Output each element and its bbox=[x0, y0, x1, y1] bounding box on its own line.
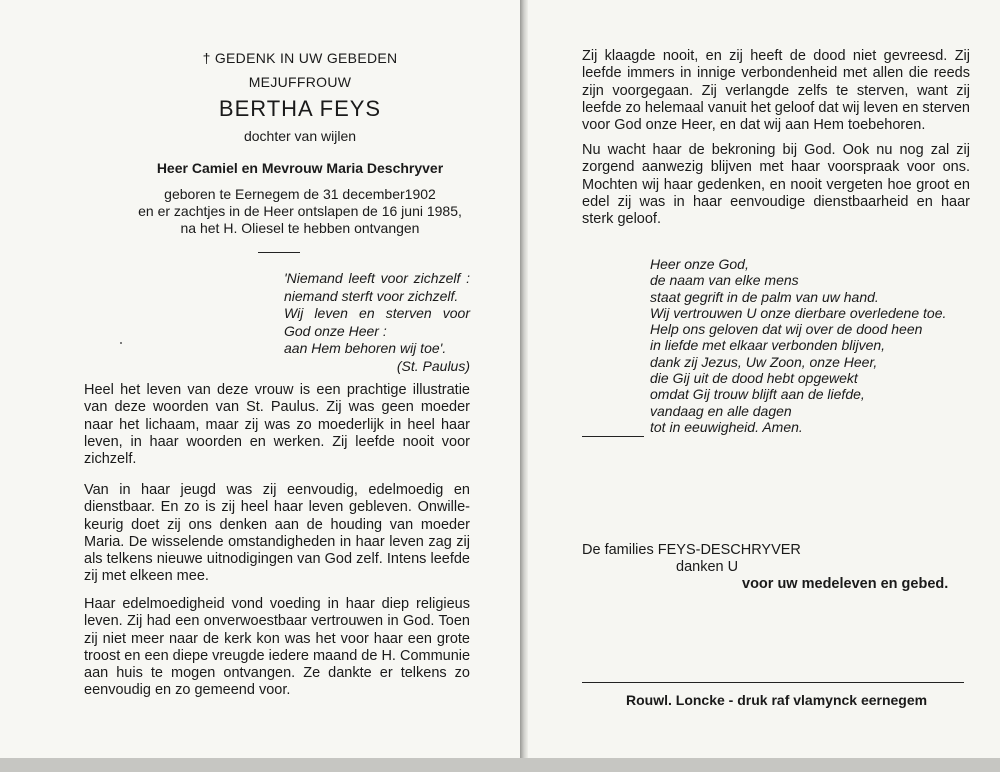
divider bbox=[582, 436, 644, 437]
paragraph-1 bbox=[84, 382, 470, 468]
text-line: Heel het leven van deze vrouw is een prachtige illustratie bbox=[84, 382, 470, 398]
prayer-line: vandaag en alle dagen bbox=[650, 402, 792, 419]
prayer-line: die Gij uit de dood hebt opgewekt bbox=[650, 370, 858, 387]
born-line: geboren te Eernegem de 31 december1902 bbox=[164, 186, 436, 202]
prayer-line: de naam van elke mens bbox=[650, 272, 799, 289]
text-line: leefde immers in innige verbondenheid met allen die reeds bbox=[582, 65, 970, 82]
text-line: Maria. De wisselende omstandigheden in haar leven zag zij bbox=[84, 533, 470, 550]
paragraph-2 bbox=[84, 482, 470, 586]
header-line: † GEDENK IN UW GEBEDEN bbox=[202, 50, 398, 66]
text-line: van deze woorden van St. Paulus. Zij was geen moeder bbox=[84, 399, 470, 416]
text-line: eenvoudig en zo gemeend voor. bbox=[84, 682, 291, 699]
divider bbox=[258, 252, 300, 253]
prayer-line: omdat Gij trouw blijft aan de liefde, bbox=[650, 386, 865, 403]
title-line: MEJUFFROUW bbox=[248, 74, 352, 90]
family-thanks-detail: voor uw medeleven en gebed. bbox=[742, 576, 949, 592]
quote-line: Wij leven en sterven voor bbox=[284, 305, 470, 321]
prayer-line: staat gegrift in de palm van uw hand. bbox=[650, 288, 879, 305]
deceased-name: BERTHA FEYS bbox=[218, 96, 382, 121]
prayer-line: dank zij Jezus, Uw Zoon, onze Heer, bbox=[650, 353, 878, 370]
prayer-line: Wij vertrouwen U onze dierbare overledene toe. bbox=[650, 304, 947, 321]
print-speck bbox=[120, 342, 122, 344]
printer-credit: Rouwl. Loncke - druk raf vlamynck eernegem bbox=[626, 692, 928, 708]
quote-source: (St. Paulus) bbox=[396, 357, 470, 374]
quote-line: aan Hem behoren wij toe'. bbox=[284, 340, 447, 356]
text-line: sterk geloof. bbox=[582, 211, 661, 228]
text-line: leefde zo helemaal vanuit het geloof dat wij leven en sterven bbox=[582, 99, 970, 116]
scan-edge bbox=[0, 758, 1000, 772]
text-line: Zij klaagde nooit, en zij heeft de dood niet gevreesd. Zij bbox=[582, 48, 970, 64]
divider bbox=[582, 682, 964, 683]
prayer-line: Help ons geloven dat wij over de dood heen bbox=[650, 321, 923, 338]
prayer-line: Heer onze God, bbox=[650, 256, 749, 272]
quote-line: 'Niemand leeft voor zichzelf : bbox=[284, 270, 470, 286]
card-fold bbox=[520, 0, 528, 772]
text-line: dienstbaar. En zo is zij heel haar leven gebleven. Onwille- bbox=[84, 499, 470, 516]
quote-line: niemand sterft voor zichzelf. bbox=[284, 287, 459, 304]
parents-line: Heer Camiel en Mevrouw Maria Deschryver bbox=[156, 160, 444, 176]
text-line: Van in haar jeugd was zij eenvoudig, edelmoedig en bbox=[84, 482, 470, 498]
paragraph-3 bbox=[84, 596, 470, 700]
died-line: en er zachtjes in de Heer ontslapen de 16 juni 1985, bbox=[138, 203, 462, 219]
right-paragraph-2 bbox=[582, 142, 970, 228]
right-paragraph-1 bbox=[582, 48, 970, 134]
family-thanks: danken U bbox=[676, 559, 739, 575]
text-line: edel zij was in haar eenvoudige dienstbaarheid en haar bbox=[582, 193, 970, 210]
quote-line: God onze Heer : bbox=[284, 322, 387, 339]
text-line: zij met elkeen mee. bbox=[84, 568, 209, 585]
prayer bbox=[650, 256, 980, 435]
text-line: zichzelf. bbox=[84, 451, 137, 468]
sacrament-line: na het H. Oliesel te hebben ontvangen bbox=[180, 220, 420, 236]
family-line: De families FEYS-DESCHRYVER bbox=[582, 542, 801, 558]
prayer-line: in liefde met elkaar verbonden blijven, bbox=[650, 337, 886, 354]
text-line: Nu wacht haar de bekroning bij God. Ook nu nog zal zij bbox=[582, 142, 970, 158]
text-line: zijn voorgegaan. Zij verlangde zelfs te sterven, want zij bbox=[582, 82, 970, 99]
text-line: troost en een diepe vreugde iedere maand de H. Communie bbox=[84, 647, 471, 664]
text-line: naar het lichaam, maar zij was zo moederlijk in heel haar bbox=[84, 416, 470, 433]
text-line: zij niet meer naar de kerk kon was het voor haar een grote bbox=[84, 630, 470, 647]
scripture-quote bbox=[284, 270, 470, 375]
daughter-line: dochter van wijlen bbox=[243, 128, 357, 144]
text-line: aan huis te mogen ontvangen. Ze dankte er telkens zo bbox=[84, 665, 470, 682]
text-line: Haar edelmoedigheid vond voeding in haar diep religieus bbox=[84, 596, 470, 612]
text-line: leven. Zij had een onverwoestbaar vertrouwen in God. Toen bbox=[84, 613, 470, 630]
prayer-line: tot in eeuwigheid. Amen. bbox=[650, 418, 803, 435]
text-line: leven, in haar woorden en werken. Zij leefde nooit voor bbox=[84, 433, 470, 450]
text-line: Mochten wij haar gedenken, en nooit vergeten hoe groot en bbox=[582, 176, 970, 193]
text-line: als telkens nieuwe uitnodigingen van God zelf. Intens leefde bbox=[84, 551, 470, 568]
text-line: keurig doet zij ons denken aan de houding van moeder bbox=[84, 516, 470, 533]
text-line: voor God onze Heer, en dat wij aan Hem toebehoren. bbox=[582, 117, 926, 134]
text-line: zorgend aanwezig blijven met haar voorspraak voor ons. bbox=[582, 159, 970, 176]
